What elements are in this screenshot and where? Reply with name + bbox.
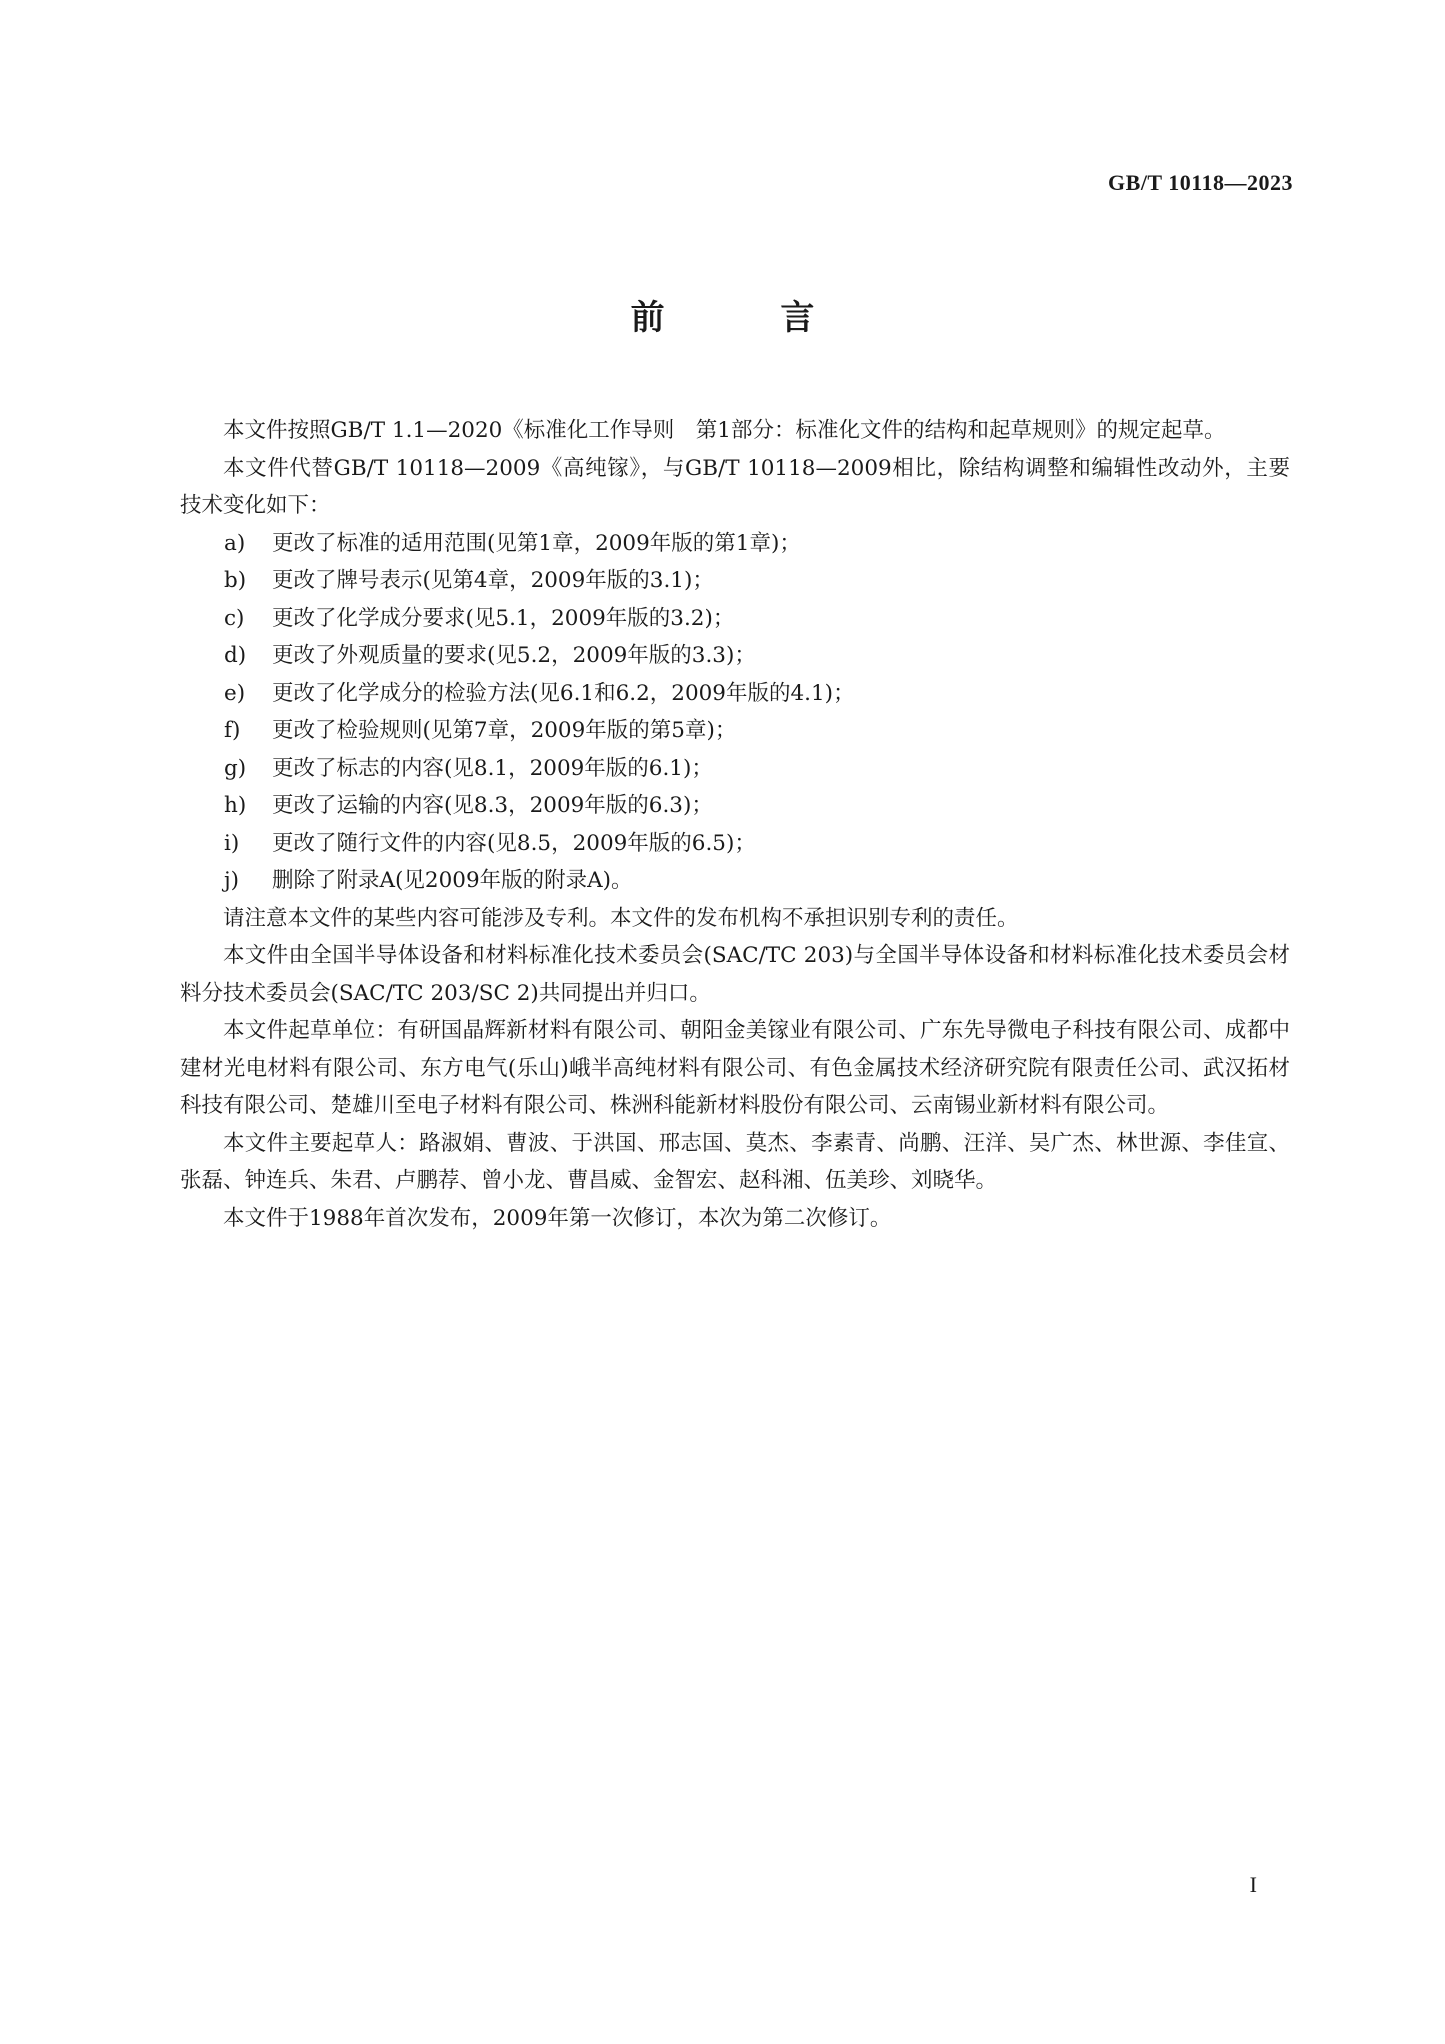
list-item-text: 更改了检验规则(见第7章，2009年版的第5章)； — [272, 718, 737, 743]
page-number: I — [1249, 1872, 1257, 1897]
paragraph-history: 本文件于1988年首次发布，2009年第一次修订，本次为第二次修订。 — [223, 1205, 892, 1231]
list-item-label: i) — [224, 830, 240, 856]
list-item — [180, 750, 1290, 788]
list-item-label: e) — [224, 680, 246, 706]
standard-number: GB/T 10118—2023 — [1108, 170, 1293, 195]
list-item-label: c) — [224, 605, 245, 631]
paragraph-drafters: 本文件主要起草人：路淑娟、曹波、于洪国、邢志国、莫杰、李素青、尚鹏、汪洋、吴广杰、林世源、李佳宣、张磊、钟连兵、朱君、卢鹏荐、曾小龙、曹昌威、金智宏、赵科湘、伍美珍、刘晓华。 — [180, 1130, 1290, 1193]
changes-list — [180, 525, 1290, 900]
list-item-label: j) — [224, 868, 240, 893]
paragraph-drafting-rules: 本文件按照GB/T 1.1—2020《标准化工作导则 第1部分：标准化文件的结构和起草规则》的规定起草。 — [223, 418, 1226, 443]
list-item — [180, 712, 1290, 750]
paragraph-patent-notice: 请注意本文件的某些内容可能涉及专利。本文件的发布机构不承担识别专利的责任。 — [223, 905, 1019, 931]
list-item-label: b) — [224, 568, 247, 593]
list-item-label: a) — [224, 530, 246, 556]
list-item-label: g) — [224, 755, 247, 781]
list-item — [180, 862, 1290, 900]
foreword-body — [180, 412, 1290, 1237]
list-item-label: f) — [224, 718, 241, 743]
list-item-text: 更改了标准的适用范围(见第1章，2009年版的第1章)； — [272, 530, 801, 556]
list-item-text: 删除了附录A(见2009年版的附录A)。 — [272, 868, 633, 893]
list-item-text: 更改了标志的内容(见8.1，2009年版的6.1)； — [272, 755, 713, 781]
section-title: 前 言 — [630, 298, 867, 338]
list-item-text: 更改了外观质量的要求(见5.2，2009年版的3.3)； — [272, 643, 756, 668]
list-item-text: 更改了化学成分要求(见5.1，2009年版的3.2)； — [272, 605, 735, 631]
list-item-text: 更改了运输的内容(见8.3，2009年版的6.3)； — [272, 793, 713, 818]
list-item-text: 更改了化学成分的检验方法(见6.1和6.2，2009年版的4.1)； — [272, 680, 855, 706]
paragraph-proposer: 本文件由全国半导体设备和材料标准化技术委员会(SAC/TC 203)与全国半导体设备和材料标准化技术委员会材料分技术委员会(SAC/TC 203/SC 2)共同提出并归口。 — [180, 943, 1290, 1006]
list-item — [180, 825, 1290, 863]
list-item-text: 更改了随行文件的内容(见8.5，2009年版的6.5)； — [272, 830, 756, 856]
paragraph-drafting-units: 本文件起草单位：有研国晶辉新材料有限公司、朝阳金美镓业有限公司、广东先导微电子科技有限公司、成都中建材光电材料有限公司、东方电气(乐山)峨半高纯材料有限公司、有色金属技术经济研究院有限责任公司、武汉拓材科技有限公司、楚雄川至电子材料有限公司、株洲科能新材料股份有限公司、云南锡业新材料有限公司。 — [180, 1018, 1290, 1118]
list-item — [180, 525, 1290, 563]
list-item-label: d) — [224, 643, 247, 668]
list-item — [180, 787, 1290, 825]
list-item-text: 更改了牌号表示(见第4章，2009年版的3.1)； — [272, 568, 714, 593]
list-item-label: h) — [224, 793, 247, 818]
paragraph-replacement: 本文件代替GB/T 10118—2009《高纯镓》，与GB/T 10118—2009相比，除结构调整和编辑性改动外，主要技术变化如下： — [180, 455, 1290, 518]
list-item — [180, 562, 1290, 600]
list-item — [180, 637, 1290, 675]
list-item — [180, 600, 1290, 638]
list-item — [180, 675, 1290, 713]
